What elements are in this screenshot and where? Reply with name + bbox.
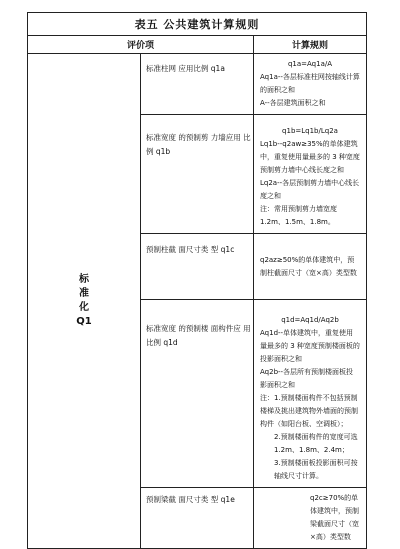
rule-cell: q1b=Lq1b/Lq2a Lq1b--q2aw≥35%的单体建筑中，重复使用量最多的 3 种宽度预制剪力墙中心线长度之和 Lq2a--各层预制剪力墙中心线长度之和 注：常用预制剪力墙宽度 1.2m、1.5m、1.8m。	[254, 115, 367, 234]
item-cell: 标准柱网 应用比例 q1a	[141, 54, 254, 115]
table-row	[28, 54, 367, 115]
table-title: 表五 公共建筑计算规则	[28, 13, 367, 36]
rule-cell: q1d=Aq1d/Aq2b Aq1d--单体建筑中，重复使用量最多的 3 种宽度预制楼面板的投影面积之和 Aq2b--各层所有预制楼面板投影面积之和 注：1.预制楼面构件不包括预制楼梯及挑出建筑物外墙面的预制构件（如阳台板、空调板）； 2.预制楼面构件的宽度可选 1.2m、1.8m、2.4m； 3.预制楼面板投影面积可按轴线尺寸计算。	[254, 300, 367, 488]
rule-cell: q1a=Aq1a/A Aq1a--各层标准柱网按轴线计算的面积之和 A--各层建筑面积之和	[254, 54, 367, 115]
header-rule: 计算规则	[254, 36, 367, 54]
item-cell: 标准宽度 的预制剪 力墙应用 比例 q1b	[141, 115, 254, 234]
item-cell: 预制柱截 面尺寸类 型 q1c	[141, 234, 254, 300]
header-item: 评价项	[28, 36, 254, 54]
item-cell: 标准宽度 的预制楼 面构件应 用比例 q1d	[141, 300, 254, 488]
formula: q1a=Aq1a/A	[287, 60, 333, 68]
formula: q1b=Lq1b/Lq2a	[282, 127, 338, 135]
rules-table	[27, 12, 367, 549]
formula: q1d=Aq1d/Aq2b	[281, 316, 339, 324]
category-cell: 标 准 化 Q1	[28, 54, 141, 549]
rule-cell: q2az≥50%的单体建筑中，预制柱截面尺寸（宽×高）类型数	[254, 234, 367, 300]
rule-cell: q2c≥70%的单体建筑中，预制梁截面尺寸（宽×高）类型数	[254, 488, 367, 549]
rules-document	[27, 12, 367, 549]
item-cell: 预制梁截 面尺寸类 型 q1e	[141, 488, 254, 549]
